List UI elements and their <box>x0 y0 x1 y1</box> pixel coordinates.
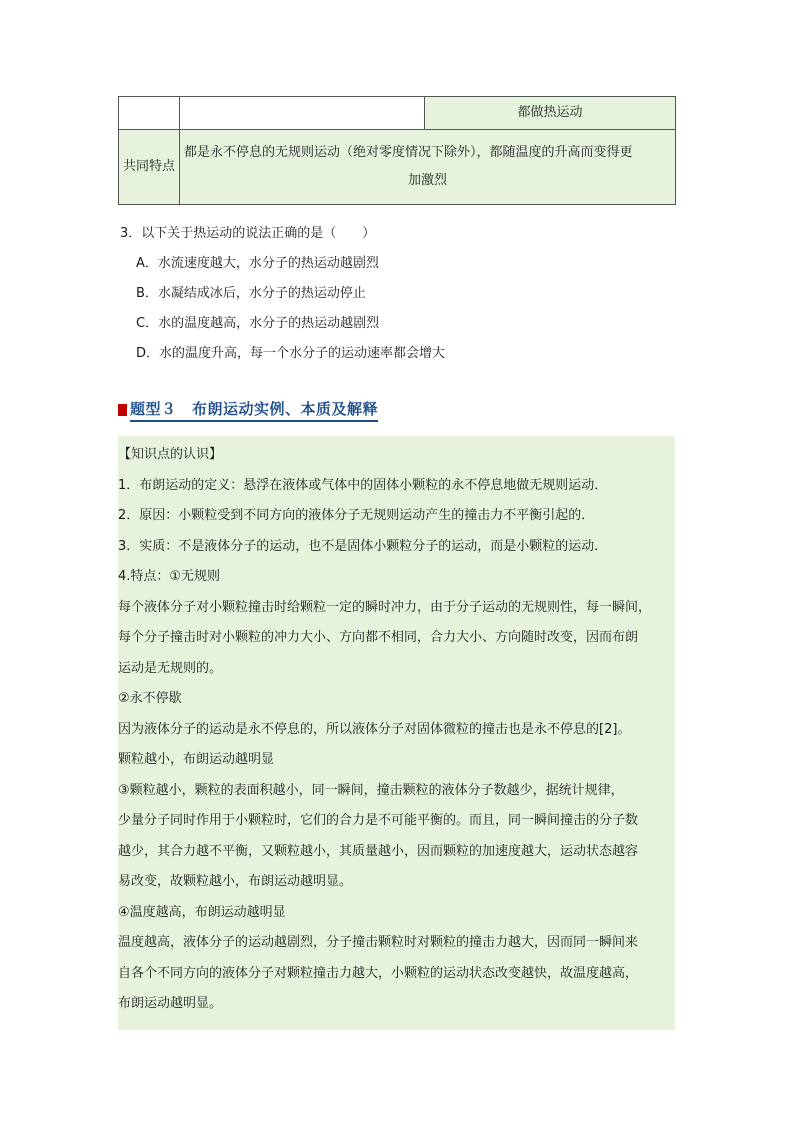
comparison-table <box>118 96 676 205</box>
knowledge-line: 3．实质：不是液体分子的运动，也不是固体小颗粒分子的运动，而是小颗粒的运动． <box>118 538 608 554</box>
option-c: C．水的温度越高，水分子的热运动越剧烈 <box>136 316 380 331</box>
knowledge-line: 布朗运动越明显。 <box>118 996 223 1011</box>
table-cell <box>180 97 425 130</box>
table-row <box>119 130 676 205</box>
knowledge-line: 自各个不同方向的液体分子对颗粒撞击力越大，小颗粒的运动状态改变越快，故温度越高， <box>118 965 639 981</box>
knowledge-line: 运动是无规则的。 <box>118 660 223 676</box>
table-row <box>119 97 676 130</box>
knowledge-line: 1．布朗运动的定义：悬浮在液体或气体中的固体小颗粒的永不停息地做无规则运动． <box>118 477 608 493</box>
question-stem: 3．以下关于热运动的说法正确的是（ ） <box>120 226 376 241</box>
knowledge-box <box>118 436 675 1030</box>
knowledge-line: ③颗粒越小，颗粒的表面积越小，同一瞬间，撞击颗粒的液体分子数越少，据统计规律， <box>118 782 624 798</box>
common-feature-label: 共同特点 <box>119 130 180 205</box>
question-3 <box>120 224 680 364</box>
knowledge-line: 每个液体分子对小颗粒撞击时给颗粒一定的瞬时冲力，由于分子运动的无规则性，每一瞬间， <box>118 599 652 615</box>
desc-line: 都是永不停息的无规则运动（绝对零度情况下除外），都随温度的升高而变得更 <box>184 145 633 160</box>
knowledge-line: 少量分子同时作用于小颗粒时，它们的合力是不可能平衡的。而且，同一瞬间撞击的分子数 <box>118 813 639 828</box>
option-a: A．水流速度越大，水分子的热运动越剧烈 <box>136 256 379 271</box>
knowledge-line: 每个分子撞击时对小颗粒的冲力大小、方向都不相同，合力大小、方向随时改变，因而布朗 <box>118 630 639 645</box>
option-d: D．水的温度升高，每一个水分子的运动速率都会增大 <box>136 346 446 361</box>
section-title: 题型３ 布朗运动实例、本质及解释 <box>130 398 378 422</box>
desc-line: 加激烈 <box>407 173 447 188</box>
heading-marker-icon <box>118 404 127 416</box>
knowledge-line: 越少，其合力越不平衡，又颗粒越小，其质量越小，因而颗粒的加速度越大，运动状态越容 <box>118 843 639 859</box>
knowledge-line: 2．原因：小颗粒受到不同方向的液体分子无规则运动产生的撞击力不平衡引起的． <box>118 508 595 523</box>
knowledge-line: 4.特点：①无规则 <box>118 569 221 584</box>
table-cell <box>119 97 180 130</box>
common-feature-desc <box>180 130 676 205</box>
knowledge-line: ④温度越高，布朗运动越明显 <box>118 904 286 920</box>
knowledge-line: 温度越高，液体分子的运动越剧烈，分子撞击颗粒时对颗粒的撞击力越大，因而同一瞬间来 <box>118 935 639 950</box>
knowledge-line: 颗粒越小，布朗运动越明显 <box>118 752 275 767</box>
knowledge-line: 因为液体分子的运动是永不停息的，所以液体分子对固体微粒的撞击也是永不停息的[2]。 <box>118 721 631 737</box>
knowledge-line: 【知识点的认识】 <box>118 447 223 462</box>
knowledge-line: 易改变，故颗粒越小，布朗运动越明显。 <box>118 874 353 889</box>
option-b: B．水凝结成冰后，水分子的热运动停止 <box>136 286 366 301</box>
section-heading <box>118 398 378 422</box>
knowledge-line: ②永不停歇 <box>118 691 182 706</box>
table-cell: 都做热运动 <box>425 97 676 130</box>
